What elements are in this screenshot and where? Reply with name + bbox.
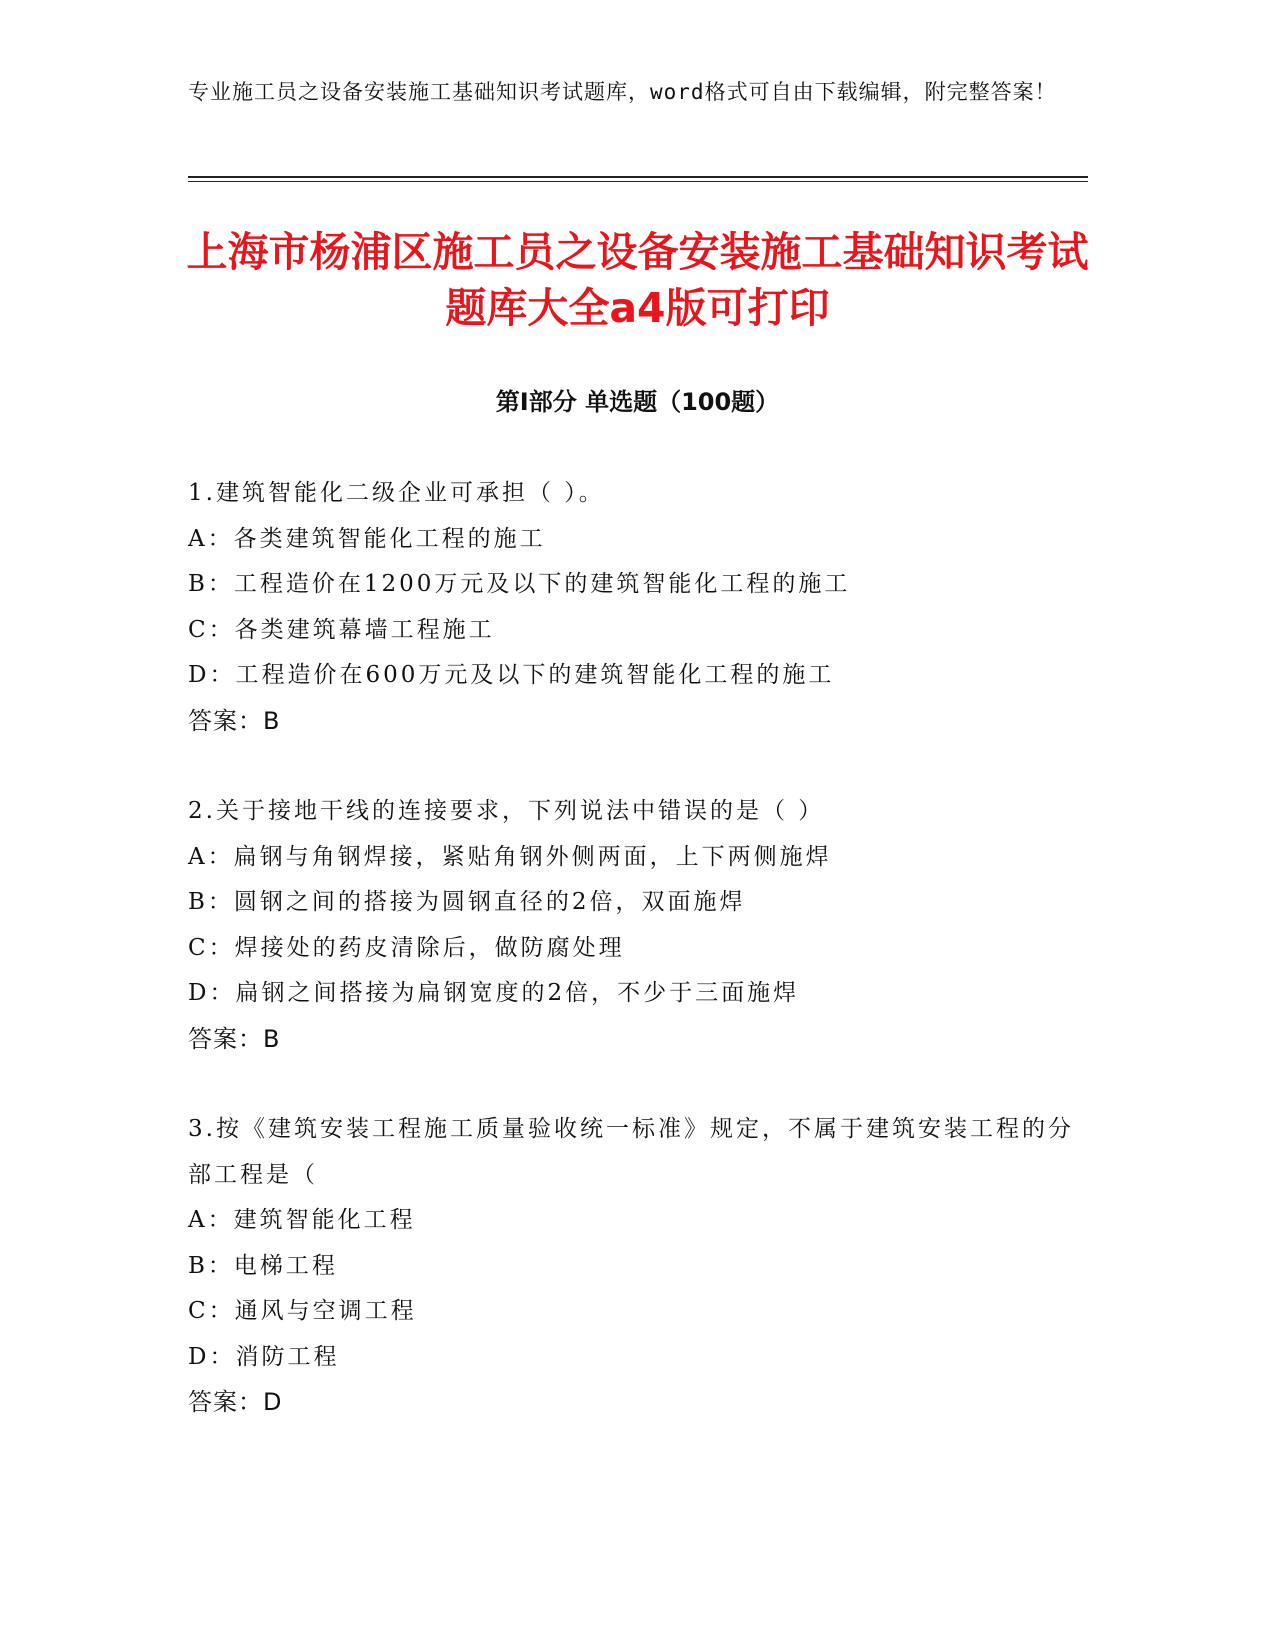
header-divider-thin <box>188 181 1088 182</box>
option-d: D：扁钢之间搭接为扁钢宽度的2倍，不少于三面施焊 <box>188 980 800 1006</box>
question-1 <box>188 471 1088 744</box>
answer: 答案：B <box>188 706 281 735</box>
document-title: 上海市杨浦区施工员之设备安装施工基础知识考试题库大全a4版可打印 <box>186 228 1089 332</box>
question-stem: 1.建筑智能化二级企业可承担（ ）。 <box>188 480 605 506</box>
header-note: 专业施工员之设备安装施工基础知识考试题库，word格式可自由下载编辑，附完整答案！ <box>188 80 1057 104</box>
question-stem: 3.按《建筑安装工程施工质量验收统一标准》规定，不属于建筑安装工程的分部工程是（ <box>188 1116 1074 1188</box>
question-3 <box>188 1107 1088 1426</box>
option-c: C：各类建筑幕墙工程施工 <box>188 616 495 643</box>
header-divider <box>188 176 1088 178</box>
section-heading: 第Ⅰ部分 单选题（100题） <box>495 388 780 416</box>
option-c: C：焊接处的药皮清除后，做防腐处理 <box>188 934 625 961</box>
question-stem: 2.关于接地干线的连接要求，下列说法中错误的是（ ） <box>188 798 825 824</box>
option-b: B：电梯工程 <box>188 1252 338 1279</box>
option-a: A：各类建筑智能化工程的施工 <box>188 525 546 552</box>
option-b: B：圆钢之间的搭接为圆钢直径的2倍，双面施焊 <box>188 889 746 915</box>
answer: 答案：B <box>188 1024 281 1053</box>
question-2 <box>188 789 1088 1062</box>
option-a: A：建筑智能化工程 <box>188 1207 416 1233</box>
answer: 答案：D <box>188 1388 283 1416</box>
option-c: C：通风与空调工程 <box>188 1298 417 1324</box>
question-list <box>188 471 1088 1471</box>
option-a: A：扁钢与角钢焊接，紧贴角钢外侧两面，上下两侧施焊 <box>188 843 832 870</box>
option-d: D：工程造价在600万元及以下的建筑智能化工程的施工 <box>188 662 835 688</box>
option-d: D：消防工程 <box>188 1343 340 1370</box>
option-b: B：工程造价在1200万元及以下的建筑智能化工程的施工 <box>188 571 851 597</box>
